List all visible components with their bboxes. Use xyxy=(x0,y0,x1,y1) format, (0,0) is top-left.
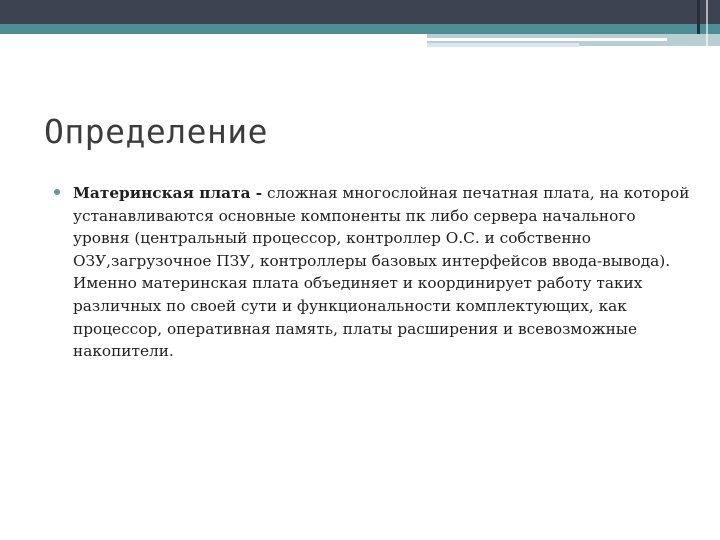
bullet-item xyxy=(52,182,692,363)
bullet-term: Материнская плата - xyxy=(73,184,263,202)
header-bar-teal xyxy=(0,24,720,34)
slide-body xyxy=(52,182,692,363)
header-accent-stripe xyxy=(427,43,579,47)
header-corner-highlight xyxy=(706,0,708,46)
header-bar-dark xyxy=(0,0,720,24)
header-accent-line xyxy=(427,38,667,41)
slide-title: Определение xyxy=(44,112,269,151)
bullet-text xyxy=(73,182,692,363)
bullet-dot-icon xyxy=(54,189,60,195)
header-corner-line xyxy=(697,0,700,34)
bullet-definition: сложная многослойная печатная плата, на которой устанавливаются основные компоненты пк либо сервера начального уровня (центральный процессор, контроллер О.С. и собственно ОЗУ,загрузочное ПЗУ, контроллеры базовых интерфейсов ввода-вывода). Именно материнская плата объединяет и координирует работу таких различных по своей сути и функциональности комплектующих, как процессор, оперативная память, платы расширения и всевозможные накопители. xyxy=(73,184,690,361)
